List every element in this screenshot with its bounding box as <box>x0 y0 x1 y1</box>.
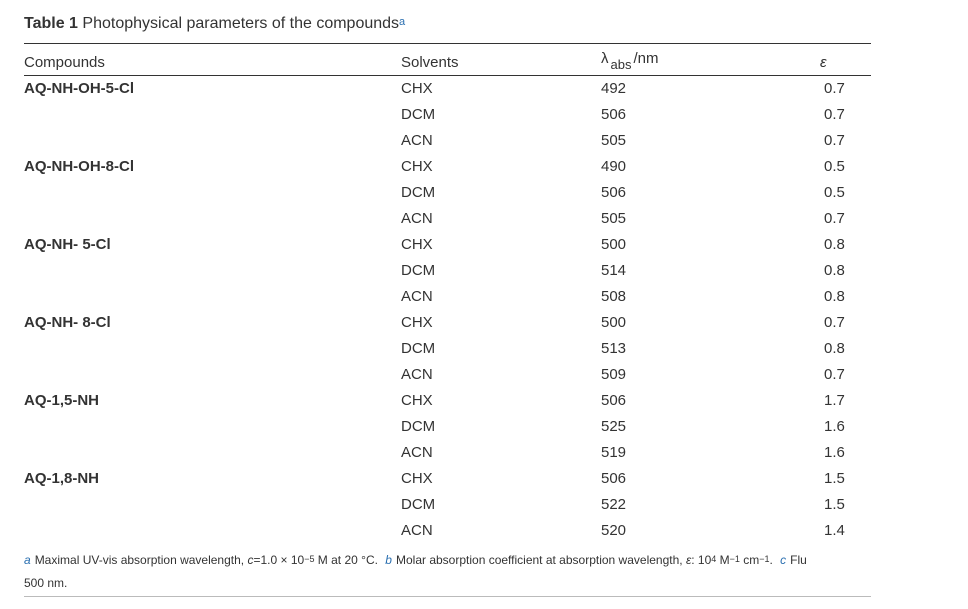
cell-lambda-abs: 513 <box>601 340 627 357</box>
lambda-unit: /nm <box>633 50 659 67</box>
header-lambda-abs <box>601 50 659 72</box>
cell-epsilon: 1.5 <box>824 496 845 513</box>
cell-solvent: ACN <box>401 288 433 305</box>
header-solvents: Solvents <box>401 54 459 71</box>
cell-compound: AQ-1,5-NH <box>24 392 100 409</box>
table-row <box>0 258 968 284</box>
cell-epsilon: 1.6 <box>824 444 845 461</box>
cell-epsilon: 1.5 <box>824 470 845 487</box>
cell-epsilon: 0.7 <box>824 314 845 331</box>
cell-solvent: CHX <box>401 470 433 487</box>
cell-solvent: DCM <box>401 106 436 123</box>
footnote-b-text-4: cm <box>743 553 760 567</box>
footnote-b-mark[interactable]: b <box>385 553 392 567</box>
cell-lambda-abs: 492 <box>601 80 627 97</box>
table-header <box>0 52 968 74</box>
footnote-b-exp-1: 4 <box>711 554 717 564</box>
cell-solvent: DCM <box>401 184 436 201</box>
cell-compound: AQ-NH- 5-Cl <box>24 236 111 253</box>
cell-lambda-abs: 520 <box>601 522 627 539</box>
cell-epsilon: 0.7 <box>824 366 845 383</box>
cell-epsilon: 1.6 <box>824 418 845 435</box>
table-row <box>0 466 968 492</box>
cell-lambda-abs: 519 <box>601 444 627 461</box>
footnote-b-text-3: M <box>719 553 730 567</box>
cell-solvent: ACN <box>401 132 433 149</box>
footnote-b-text-1: Molar absorption coefficient at absorption wavelength, <box>395 553 683 567</box>
cell-solvent: ACN <box>401 210 433 227</box>
footnote-line-2: 500 nm. <box>24 576 68 590</box>
table-row <box>0 102 968 128</box>
footnote-b-eps: ε <box>685 553 692 567</box>
header-epsilon: ε <box>820 54 827 71</box>
cell-epsilon: 0.7 <box>824 210 845 227</box>
footnote-a-exponent: −5 <box>304 554 315 564</box>
cell-epsilon: 0.7 <box>824 106 845 123</box>
cell-compound: AQ-NH-OH-8-Cl <box>24 158 134 175</box>
lambda-symbol: λ <box>601 50 609 67</box>
table-caption <box>24 15 405 33</box>
cell-lambda-abs: 525 <box>601 418 627 435</box>
table-row <box>0 492 968 518</box>
cell-lambda-abs: 506 <box>601 392 627 409</box>
table-caption-text: Photophysical parameters of the compounds <box>82 15 400 32</box>
table-row <box>0 232 968 258</box>
cell-epsilon: 0.8 <box>824 236 845 253</box>
cell-lambda-abs: 505 <box>601 210 627 227</box>
footnote-a-text-3: M at 20 °C. <box>317 553 378 567</box>
table-row <box>0 362 968 388</box>
footnote-b-text-5: . <box>769 553 773 567</box>
cell-solvent: DCM <box>401 262 436 279</box>
footnote-a-c: c <box>247 553 254 567</box>
table-row <box>0 310 968 336</box>
cell-lambda-abs: 522 <box>601 496 627 513</box>
footnote-a-text-2: =1.0 × 10 <box>253 553 305 567</box>
cell-epsilon: 0.7 <box>824 132 845 149</box>
footnote-a-mark[interactable]: a <box>24 553 31 567</box>
cell-lambda-abs: 505 <box>601 132 627 149</box>
footnote-b-text-2: : 10 <box>691 553 712 567</box>
footnote-b-exp-2: −1 <box>729 554 740 564</box>
cell-epsilon: 0.8 <box>824 262 845 279</box>
cell-lambda-abs: 508 <box>601 288 627 305</box>
cell-solvent: ACN <box>401 444 433 461</box>
footnote-line-1 <box>24 549 872 572</box>
cell-solvent: CHX <box>401 236 433 253</box>
cell-epsilon: 1.4 <box>824 522 845 539</box>
table-row <box>0 388 968 414</box>
cell-lambda-abs: 514 <box>601 262 627 279</box>
cell-epsilon: 0.8 <box>824 288 845 305</box>
table-row <box>0 180 968 206</box>
cell-epsilon: 0.5 <box>824 184 845 201</box>
cell-lambda-abs: 506 <box>601 106 627 123</box>
footnote-c-text-1: Flu <box>790 553 807 567</box>
cell-solvent: CHX <box>401 392 433 409</box>
header-compounds: Compounds <box>24 54 105 71</box>
cell-lambda-abs: 490 <box>601 158 627 175</box>
cell-solvent: ACN <box>401 366 433 383</box>
cell-solvent: CHX <box>401 80 433 97</box>
table-row <box>0 76 968 102</box>
table-row <box>0 284 968 310</box>
cell-epsilon: 0.7 <box>824 80 845 97</box>
cell-solvent: CHX <box>401 158 433 175</box>
cell-lambda-abs: 500 <box>601 314 627 331</box>
table-row <box>0 128 968 154</box>
footnote-a-text-1: Maximal UV-vis absorption wavelength, <box>34 553 245 567</box>
table-row <box>0 440 968 466</box>
cell-compound: AQ-1,8-NH <box>24 470 100 487</box>
table-row <box>0 336 968 362</box>
footnote-b-exp-3: −1 <box>759 554 770 564</box>
lambda-subscript: abs <box>610 57 632 72</box>
cell-lambda-abs: 506 <box>601 470 627 487</box>
table-top-rule <box>24 43 871 44</box>
cell-solvent: ACN <box>401 522 433 539</box>
table-row <box>0 154 968 180</box>
table-body <box>0 76 968 544</box>
caption-footnote-link[interactable]: a <box>399 16 406 28</box>
cell-solvent: DCM <box>401 496 436 513</box>
cell-solvent: DCM <box>401 418 436 435</box>
table-bottom-rule <box>24 596 871 597</box>
table-footnotes <box>24 549 872 595</box>
table-row <box>0 414 968 440</box>
cell-lambda-abs: 506 <box>601 184 627 201</box>
cell-compound: AQ-NH-OH-5-Cl <box>24 80 134 97</box>
cell-lambda-abs: 509 <box>601 366 627 383</box>
table-row <box>0 518 968 544</box>
footnote-c-mark[interactable]: c <box>780 553 787 567</box>
cell-epsilon: 0.5 <box>824 158 845 175</box>
cell-epsilon: 0.8 <box>824 340 845 357</box>
cell-lambda-abs: 500 <box>601 236 627 253</box>
cell-epsilon: 1.7 <box>824 392 845 409</box>
table-row <box>0 206 968 232</box>
cell-solvent: DCM <box>401 340 436 357</box>
table-label: Table 1 <box>24 15 78 32</box>
cell-solvent: CHX <box>401 314 433 331</box>
cell-compound: AQ-NH- 8-Cl <box>24 314 111 331</box>
